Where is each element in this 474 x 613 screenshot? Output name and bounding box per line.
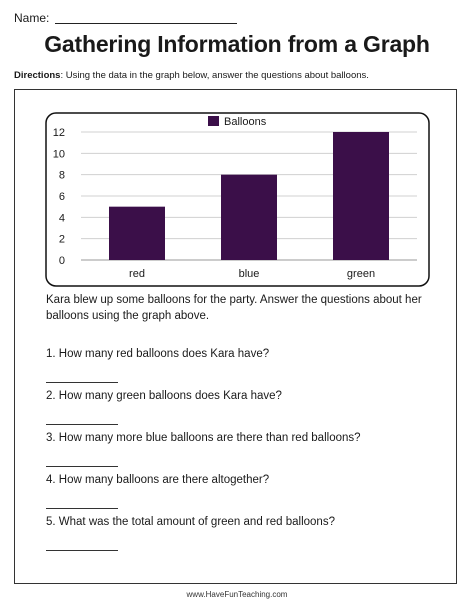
- answer-line-4[interactable]: [46, 508, 118, 509]
- answer-line-5[interactable]: [46, 550, 118, 551]
- bar-green: [333, 132, 389, 260]
- directions-label: Directions: [14, 70, 61, 81]
- question-5: 5. What was the total amount of green and red balloons?: [46, 516, 335, 528]
- answer-line-3[interactable]: [46, 466, 118, 467]
- instructions-paragraph: Kara blew up some balloons for the party. Answer the questions about her balloons using the graph above.: [46, 294, 422, 322]
- x-tick-label: red: [129, 268, 145, 280]
- bar-chart: [45, 112, 430, 287]
- x-tick-label: green: [346, 268, 376, 280]
- question-1: 1. How many red balloons does Kara have?: [46, 348, 270, 360]
- name-answer-line[interactable]: [55, 23, 237, 24]
- bar-blue: [221, 175, 277, 260]
- question-3: 3. How many more blue balloons are there than red balloons?: [46, 432, 361, 444]
- bar-red: [109, 207, 165, 260]
- footer-url: www.HaveFunTeaching.com: [186, 590, 288, 599]
- y-tick-label: 6: [58, 191, 65, 203]
- directions: [14, 70, 369, 81]
- answer-line-1[interactable]: [46, 382, 118, 383]
- y-tick-label: 2: [58, 233, 65, 246]
- y-tick-label: 0: [58, 255, 65, 267]
- name-label: Name:: [14, 11, 50, 25]
- question-2: 2. How many green balloons does Kara have?: [46, 390, 282, 402]
- legend-swatch: [208, 116, 219, 126]
- x-tick-label: blue: [238, 268, 260, 280]
- y-tick-label: 4: [58, 212, 65, 225]
- answer-line-2[interactable]: [46, 424, 118, 425]
- page-title: Gathering Information from a Graph: [44, 31, 430, 57]
- question-4: 4. How many balloons are there altogether?: [46, 474, 270, 486]
- y-tick-label: 12: [52, 127, 65, 139]
- y-tick-label: 8: [58, 169, 65, 182]
- directions-text: : Using the data in the graph below, answer the questions about balloons.: [60, 70, 369, 81]
- y-tick-label: 10: [52, 148, 65, 161]
- legend-label: Balloons: [224, 116, 267, 128]
